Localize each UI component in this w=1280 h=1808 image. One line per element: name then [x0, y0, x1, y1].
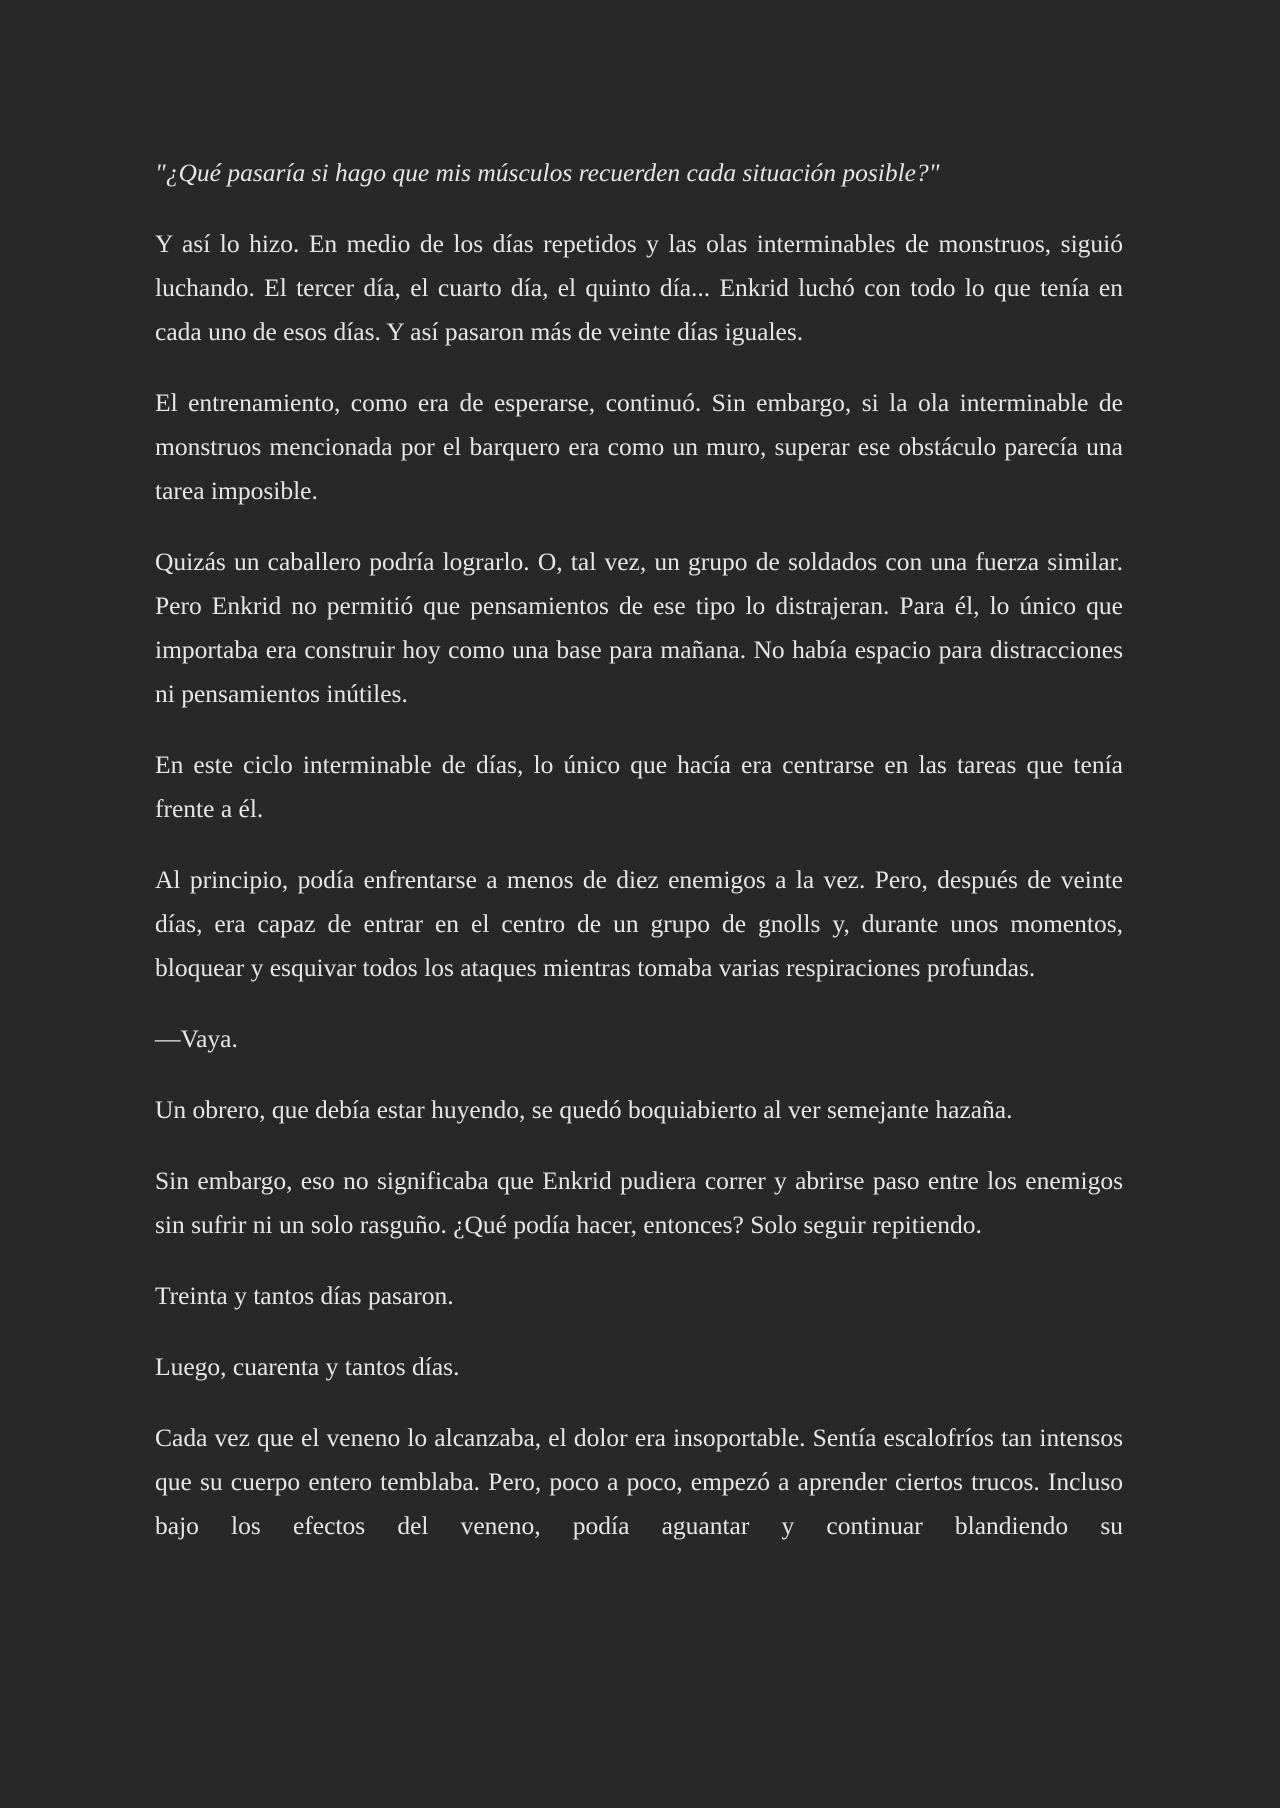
paragraph: Sin embargo, eso no significaba que Enkrid pudiera correr y abrirse paso entre los enemigos sin sufrir ni un solo rasguño. ¿Qué podía hacer, entonces? Solo seguir repitiendo.	[155, 1166, 1123, 1239]
paragraph: Luego, cuarenta y tantos días.	[155, 1352, 460, 1381]
paragraph: Quizás un caballero podría lograrlo. O, tal vez, un grupo de soldados con una fuerza similar. Pero Enkrid no permitió que pensamientos de ese tipo lo distrajeran. Para él, lo único que importaba era construir hoy como una base para mañana. No había espacio para distracciones ni pensamientos inútiles.	[155, 547, 1123, 708]
paragraph: Treinta y tantos días pasaron.	[155, 1281, 454, 1310]
paragraph-quote: "¿Qué pasaría si hago que mis músculos recuerden cada situación posible?"	[155, 158, 940, 187]
paragraph: Al principio, podía enfrentarse a menos de diez enemigos a la vez. Pero, después de veinte días, era capaz de entrar en el centro de un grupo de gnolls y, durante unos momentos, bloquear y esquivar todos los ataques mientras tomaba varias respiraciones profundas.	[155, 865, 1123, 982]
paragraph: El entrenamiento, como era de esperarse, continuó. Sin embargo, si la ola interminable de monstruos mencionada por el barquero era como un muro, superar ese obstáculo parecía una tarea imposible.	[155, 388, 1123, 505]
paragraph: Cada vez que el veneno lo alcanzaba, el dolor era insoportable. Sentía escalofríos tan intensos que su cuerpo entero temblaba. Pero, poco a poco, empezó a aprender ciertos trucos. Incluso bajo los efectos del veneno, podía aguantar y continuar blandiendo su	[155, 1423, 1123, 1540]
paragraph: Y así lo hizo. En medio de los días repetidos y las olas interminables de monstruos, siguió luchando. El tercer día, el cuarto día, el quinto día... Enkrid luchó con todo lo que tenía en cada uno de esos días. Y así pasaron más de veinte días iguales.	[155, 229, 1123, 346]
paragraph: —Vaya.	[155, 1024, 238, 1053]
paragraph: En este ciclo interminable de días, lo único que hacía era centrarse en las tareas que tenía frente a él.	[155, 750, 1123, 823]
paragraph: Un obrero, que debía estar huyendo, se quedó boquiabierto al ver semejante hazaña.	[155, 1095, 1013, 1124]
